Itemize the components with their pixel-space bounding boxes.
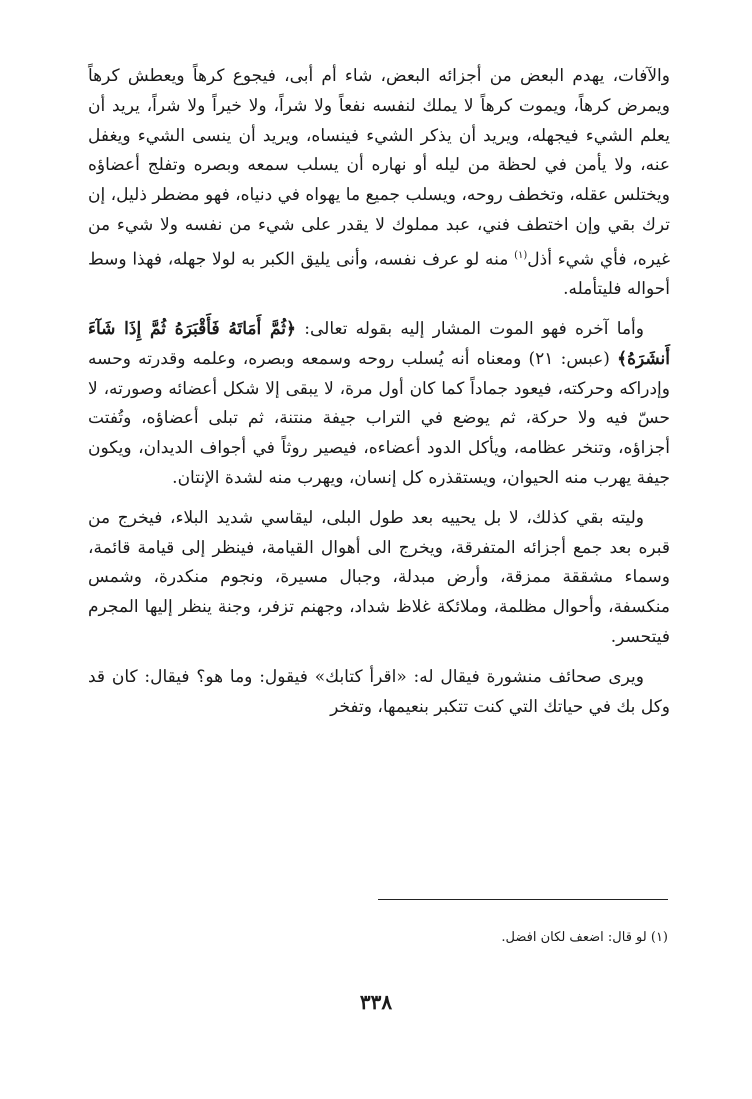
paragraph-1-text: والآفات، يهدم البعض من أجزائه البعض، شاء أم أبى، فيجوع كرهاً ويعطش كرهاً ويمرض كرهاً، ويموت كرهاً لا يملك لنفسه نفعاً ولا شراً، ولا خيراً ولا شراً، يريد أن يعلم الشيء فيجهله، ويريد أن يذكر الشيء فينساه، ويريد أن ينسى الشيء ويغفل عنه، ولا يأمن في لحظة من ليله أو نهاره أن يسلب سمعه وبصره وتفلج أعضاؤه ويختلس عقله، وتخطف روحه، ويسلب جميع ما يهواه في دنياه، فهو مضطر ذليل، إن ترك بقي وإن اختطف فني، عبد مملوك لا يقدر على شيء من نفسه ولا شيء من غيره، فأي شيء أذل xyxy=(88,66,670,270)
paragraph-2 xyxy=(88,315,670,494)
paragraph-1 xyxy=(88,62,670,305)
paragraph-4 xyxy=(88,663,670,723)
paragraph-3 xyxy=(88,504,670,653)
paragraph-1-text-continued: منه لو عرف نفسه، وأنى يليق الكبر به لولا جهله، فهذا وسط أحواله فليتأمله. xyxy=(88,249,670,300)
footnote-reference: (١) xyxy=(514,249,528,261)
quran-verse: ﴿ثُمَّ أَمَاتَهُ فَأَقْبَرَهُ ثُمَّ إِذَا شَآءَ أَنشَرَهُ﴾ xyxy=(88,319,670,369)
footnote-text: (١) لو قال: اضعف لكان افضل. xyxy=(501,930,668,945)
paragraph-2-text-before: وأما آخره فهو الموت المشار إليه بقوله تعالى: xyxy=(296,319,644,340)
main-text xyxy=(88,62,670,722)
footnote-divider xyxy=(378,899,668,900)
footnote xyxy=(300,928,668,948)
paragraph-2-text-after: (عبس: ٢١) ومعناه أنه يُسلب روحه وسمعه وبصره، وعلمه وقدرته وحسه وإدراكه وحركته، فيعود جماداً كما كان أول مرة، لا يبقى إلا شكل أعضائه وصورته، لا حسّ فيه ولا حركة، ثم يوضع في التراب جيفة منتنة، ثم تبلى أعضاؤه، وتُفتت أجزاؤه، وتنخر عظامه، ويأكل الدود أعضاءه، فيصير روثاً في أجواف الديدان، ويكون جيفة يهرب منه الحيوان، ويستقذره كل إنسان، ويهرب منه لشدة الإنتان. xyxy=(88,348,670,489)
paragraph-3-text: وليته بقي كذلك، لا بل يحييه بعد طول البلى، ليقاسي شديد البلاء، فيخرج من قبره بعد جمع أجزائه المتفرقة، ويخرج الى أهوال القيامة، فينظر إلى قيامة قائمة، وسماء مشققة ممزقة، وأرض مبدلة، وجبال مسيرة، ونجوم منكدرة، وشمس منكسفة، وأحوال مظلمة، وملائكة غلاظ شداد، وجهنم تزفر، وجنة ينظر إليها المجرم فيتحسر. xyxy=(88,507,670,647)
paragraph-4-text: ويرى صحائف منشورة فيقال له: «اقرأ كتابك» فيقول: وما هو؟ فيقال: كان قد وكل بك في حياتك التي كنت تتكبر بنعيمها، وتفخر xyxy=(88,666,670,717)
page-number: ٣٣٨ xyxy=(359,990,393,1014)
